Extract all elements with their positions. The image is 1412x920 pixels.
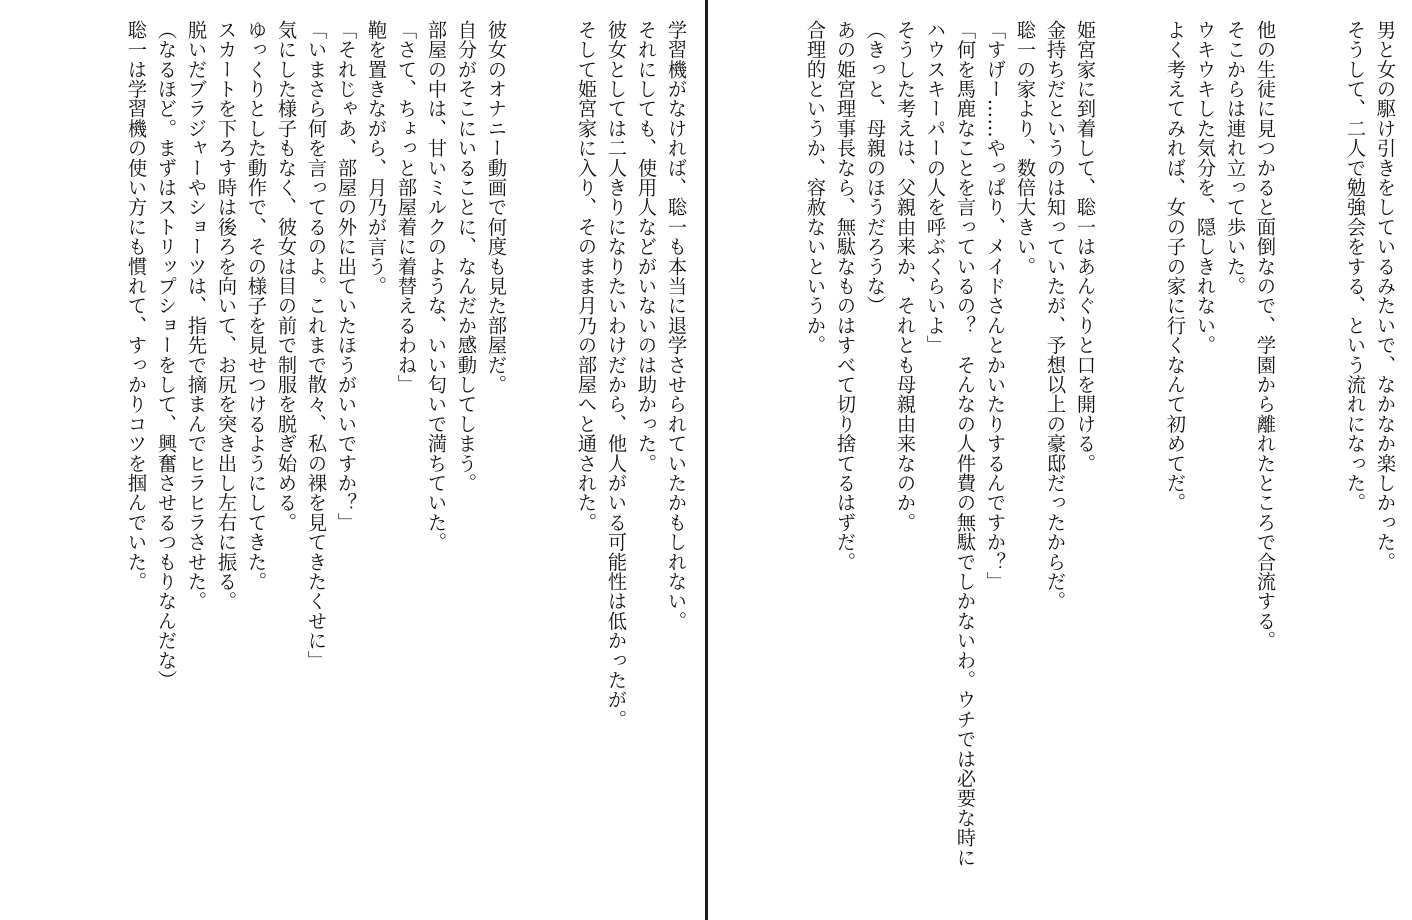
paragraph-gap [1100,20,1160,910]
text-line: 金持ちだというのは知っていたが、予想以上の豪邸だったからだ。 [1044,20,1067,611]
text-line: 聡一は学習機の使い方にも慣れて、すっかりコツを掴んでいた。 [125,20,148,592]
text-line: （なるほど。まずはストリップショーをして、興奮させるつもりなんだな） [155,20,178,690]
paragraph-gap [511,20,571,910]
text-line: ウキウキした気分を、隠しきれない。 [1194,20,1217,355]
text-line: 「それじゃあ、部屋の外に出ていたほうがいいですか？」 [335,20,358,533]
right-page [710,0,1412,920]
text-line: 学習機がなければ、聡一も本当に退学させられていたかもしれない。 [665,20,688,631]
text-line: 彼女としては二人きりになりたいわけだから、他人がいる可能性は低かったが。 [605,20,628,730]
text-line: スカートを下ろす時は後ろを向いて、お尻を突き出し左右に振る。 [215,20,238,612]
right-page-text-column [740,20,1400,910]
text-line: そして姫宮家に入り、そのまま月乃の部屋へと通された。 [575,20,598,533]
text-line: 脱いだブラジャーやショーツは、指先で摘まんでヒラヒラさせた。 [185,20,208,611]
text-line: 部屋の中は、甘いミルクのような、いい匂いで満ちていた。 [425,20,448,552]
text-line: 合理的というか、容赦ないというか。 [804,20,827,355]
text-line: 姫宮家に到着して、聡一はあんぐりと口を開ける。 [1074,20,1097,474]
text-line: 他の生徒に見つかると面倒なので、学園から離れたところで合流する。 [1254,20,1277,651]
text-line: ゆっくりとした動作で、その様子を見せつけるようにしてきた。 [245,20,268,592]
paragraph-gap [1280,20,1340,910]
text-line: 自分がそこにいることに、なんだか感動してしまう。 [455,20,478,493]
text-line: 男と女の駆け引きをしているみたいで、なかなか楽しかった。 [1374,20,1397,572]
text-line: 「さて、ちょっと部屋着に着替えるわね」 [395,20,418,395]
text-line: 聡一の家より、数倍大きい。 [1014,20,1037,277]
text-line: 鞄を置きながら、月乃が言う。 [365,20,388,296]
text-line: あの姫宮理事長なら、無駄なものはすべて切り捨てるはずだ。 [834,20,857,572]
text-line: 彼女のオナニー動画で何度も見た部屋だ。 [485,20,508,395]
page-gutter [703,0,710,920]
text-line: 気にした様子もなく、彼女は目の前で制服を脱ぎ始める。 [275,20,298,533]
text-line: ハウスキーパーの人を呼ぶくらいよ」 [924,20,947,355]
gutter-divider [705,0,708,920]
left-page [0,0,703,920]
text-line: （きっと、母親のほうだろうな） [864,20,887,316]
text-line: 「何を馬鹿なことを言っているの？ そんなの人件費の無駄でしかないわ。ウチでは必要な時に [954,20,977,868]
text-line: そこからは連れ立って歩いた。 [1224,20,1247,296]
text-line: そうした考えは、父親由来か、それとも母親由来なのか。 [894,20,917,533]
text-line: 「いまさら何を言ってるのよ。これまで散々、私の裸を見てきたくせに」 [305,20,328,671]
text-line: それにしても、使用人などがいないのは助かった。 [635,20,658,474]
text-line: そうして、二人で勉強会をする、という流れになった。 [1344,20,1367,513]
text-line: 「すげー……やっぱり、メイドさんとかいたりするんですか？」 [984,20,1007,592]
left-page-text-column [30,20,691,910]
text-line: よく考えてみれば、女の子の家に行くなんて初めてだ。 [1164,20,1187,513]
